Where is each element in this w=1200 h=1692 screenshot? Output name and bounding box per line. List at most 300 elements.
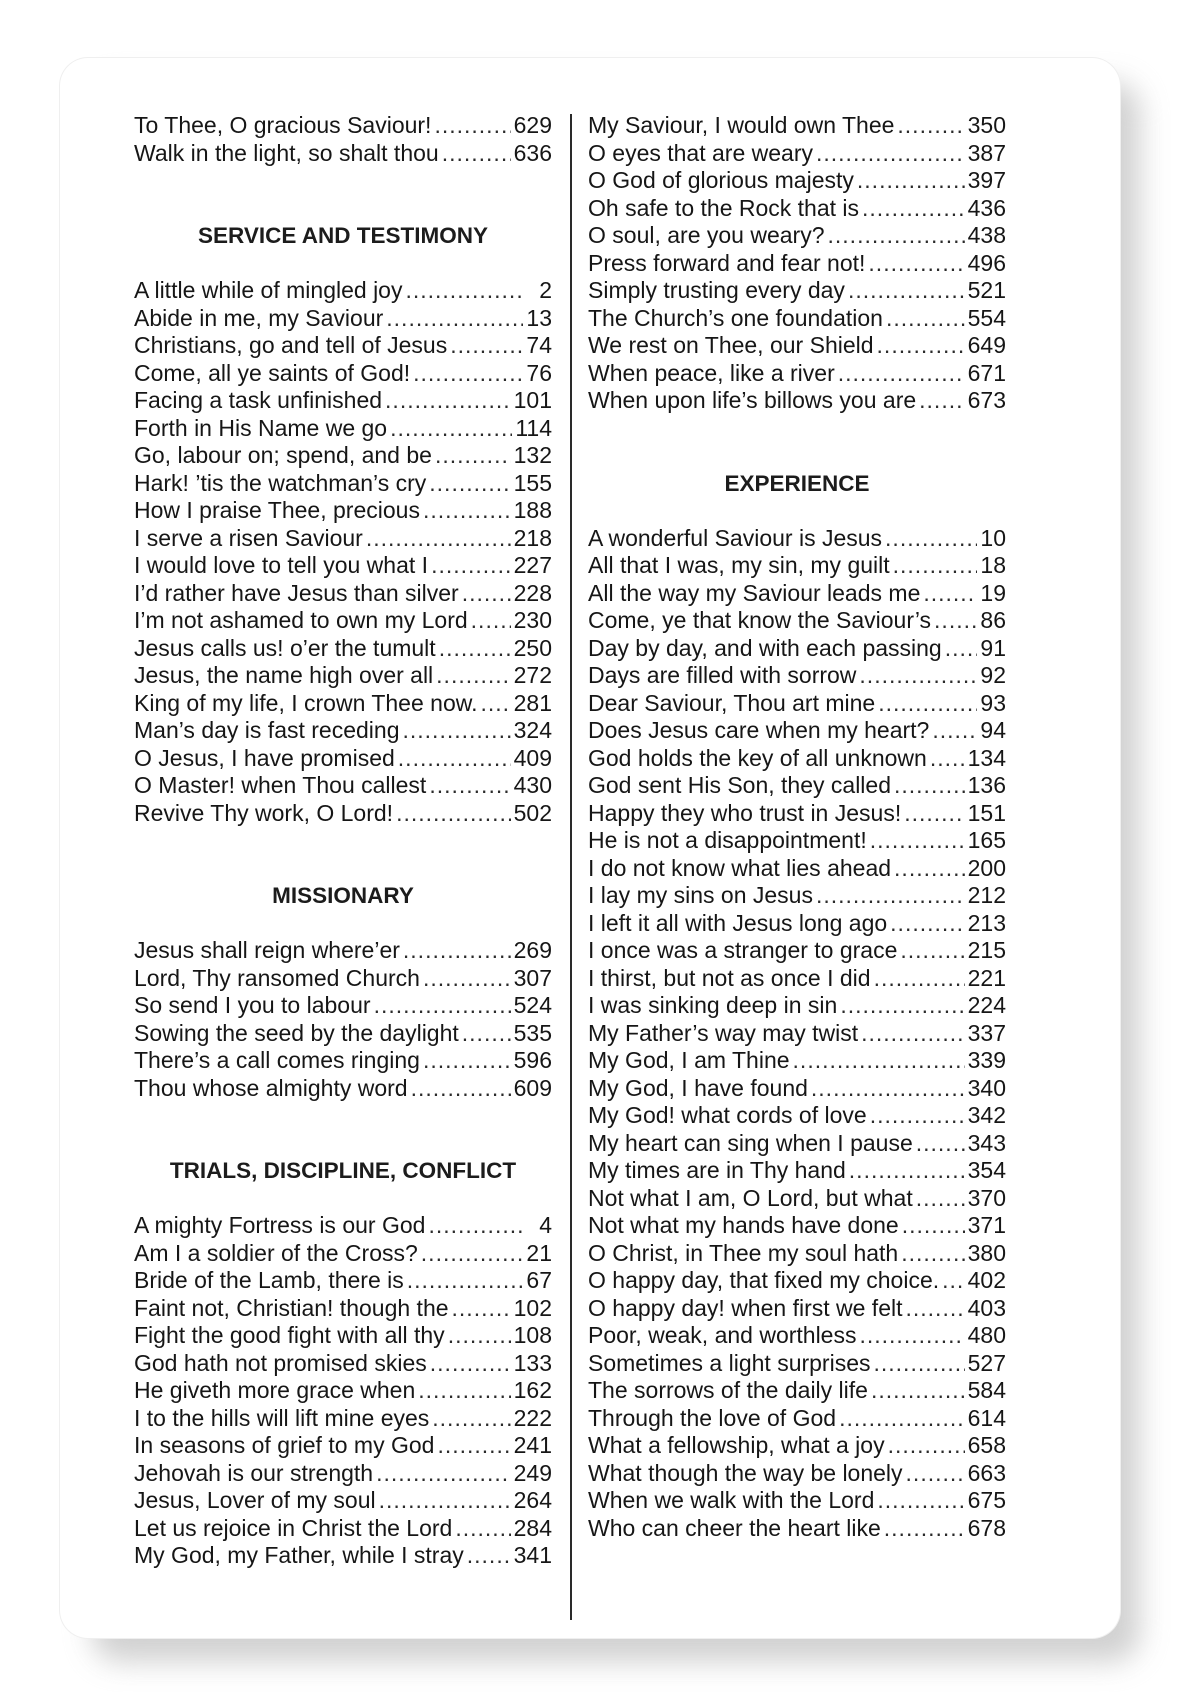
dot-leader <box>932 717 977 745</box>
hymn-number: 339 <box>967 1047 1006 1073</box>
hymn-number: 284 <box>513 1514 552 1541</box>
hymn-entry <box>588 305 1006 333</box>
hymn-entry <box>588 992 1006 1020</box>
dot-leader <box>906 1295 965 1323</box>
hymn-entry <box>588 1377 1006 1405</box>
hymn-title: O Jesus, I have promised <box>134 744 395 771</box>
hymn-title: I’m not ashamed to own my Lord <box>134 607 468 633</box>
hymn-entry <box>134 305 552 333</box>
hymn-number: 554 <box>967 304 1006 331</box>
hymn-title: I’d rather have Jesus than silver <box>134 579 459 606</box>
hymn-title: Fight the good fight with all thy <box>134 1322 445 1348</box>
hymn-entry <box>134 717 552 745</box>
hymn-entry <box>134 1267 552 1295</box>
hymn-title: When we walk with the Lord <box>588 1487 875 1513</box>
dot-leader <box>431 552 511 580</box>
dot-leader <box>471 607 511 635</box>
hymn-title: Press forward and fear not! <box>588 249 866 276</box>
hymn-entry <box>588 222 1006 250</box>
hymn-title: O soul, are you weary? <box>588 222 825 248</box>
hymn-entry <box>588 772 1006 800</box>
hymn-entry <box>588 1157 1006 1185</box>
hymn-entry <box>588 1515 1006 1543</box>
dot-leader <box>432 1405 510 1433</box>
hymn-number: 222 <box>513 1404 552 1431</box>
dot-leader <box>877 332 965 360</box>
hymn-entry <box>134 1377 552 1405</box>
hymn-number: 2 <box>539 277 552 303</box>
hymn-title: God holds the key of all unknown <box>588 744 927 771</box>
dot-leader <box>893 552 978 580</box>
hymn-title: I was sinking deep in sin <box>588 992 838 1018</box>
hymn-title: When peace, like a river <box>588 359 835 386</box>
hymn-title: My God! what cords of love <box>588 1102 867 1128</box>
hymn-entry <box>134 140 552 168</box>
dot-leader <box>430 1350 511 1378</box>
hymn-number: 13 <box>526 304 552 331</box>
hymn-title: O Master! when Thou callest <box>134 772 427 798</box>
hymn-entry <box>134 1212 552 1240</box>
hymn-title: A mighty Fortress is our God <box>134 1212 426 1238</box>
dot-leader <box>452 1295 511 1323</box>
hymn-title: Forth in His Name we go <box>134 414 388 441</box>
dot-leader <box>874 1350 965 1378</box>
hymn-entry <box>588 387 1006 415</box>
hymn-entry <box>134 277 552 305</box>
dot-leader <box>386 305 523 333</box>
hymn-number: 430 <box>513 772 552 798</box>
dot-leader <box>934 607 977 635</box>
dot-leader <box>923 580 977 608</box>
hymn-title: Abide in me, my Saviour <box>134 304 384 331</box>
dot-leader <box>423 1047 511 1075</box>
hymn-title: I would love to tell you what I <box>134 552 429 578</box>
hymn-entry <box>134 1432 552 1460</box>
hymn-number: 133 <box>513 1349 552 1376</box>
hymn-title: Jesus calls us! o’er the tumult <box>134 634 436 661</box>
hymn-title: I do not know what lies ahead <box>588 854 892 881</box>
hymn-entry <box>134 1350 552 1378</box>
hymn-title: How I praise Thee, precious <box>134 497 420 523</box>
hymn-title: Dear Saviour, Thou art mine <box>588 689 876 716</box>
hymn-number: 188 <box>513 497 552 523</box>
hymn-entry <box>134 965 552 993</box>
hymn-number: 269 <box>513 937 552 963</box>
hymn-title: Faint not, Christian! though the <box>134 1294 449 1321</box>
section-heading: MISSIONARY <box>272 883 414 908</box>
hymn-number: 658 <box>967 1432 1006 1458</box>
hymn-entry <box>134 1075 552 1103</box>
hymn-title: Let us rejoice in Christ the Lord <box>134 1514 453 1541</box>
hymn-number: 678 <box>967 1514 1006 1541</box>
dot-leader <box>874 965 965 993</box>
hymn-entry <box>588 827 1006 855</box>
hymn-entry <box>588 1185 1006 1213</box>
hymn-entry <box>588 277 1006 305</box>
hymn-title: O happy day! when first we felt <box>588 1294 903 1321</box>
hymn-title: He is not a disappointment! <box>588 827 867 853</box>
hymn-number: 151 <box>967 799 1006 826</box>
hymn-number: 281 <box>513 689 552 716</box>
hymn-number: 614 <box>967 1404 1006 1431</box>
hymn-entry <box>134 662 552 690</box>
hymn-number: 402 <box>967 1267 1006 1293</box>
hymn-number: 101 <box>513 387 552 413</box>
hymn-number: 521 <box>967 277 1006 303</box>
hymn-entry <box>588 1212 1006 1240</box>
hymn-title: Through the love of God <box>588 1404 837 1431</box>
hymn-number: 535 <box>513 1019 552 1046</box>
hymn-entry <box>588 717 1006 745</box>
hymn-title: Man’s day is fast receding <box>134 717 400 743</box>
hymn-entry <box>588 112 1006 140</box>
hymn-number: 636 <box>513 139 552 166</box>
hymn-title: Oh safe to the Rock that is <box>588 194 860 221</box>
dot-leader <box>434 112 510 140</box>
hymn-entry <box>588 1405 1006 1433</box>
hymn-title: So send I you to labour <box>134 992 371 1018</box>
hymn-entry <box>588 140 1006 168</box>
hymn-number: 609 <box>513 1074 552 1101</box>
hymn-title: Am I a soldier of the Cross? <box>134 1239 418 1266</box>
column-divider <box>570 114 572 1620</box>
section-heading: EXPERIENCE <box>724 470 870 496</box>
dot-leader <box>413 360 523 388</box>
hymn-title: Facing a task unfinished <box>134 387 383 413</box>
hymn-title: Happy they who trust in Jesus! <box>588 799 902 826</box>
dot-leader <box>868 250 964 278</box>
dot-leader <box>906 1460 965 1488</box>
hymn-entry <box>134 470 552 498</box>
hymn-number: 342 <box>967 1102 1006 1128</box>
hymn-title: My Father’s way may twist <box>588 1019 859 1046</box>
hymn-number: 249 <box>513 1459 552 1486</box>
hymn-entry <box>588 580 1006 608</box>
hymn-number: 134 <box>967 744 1006 771</box>
hymn-entry <box>588 552 1006 580</box>
dot-leader <box>930 745 965 773</box>
hymn-title: God hath not promised skies <box>134 1349 427 1376</box>
hymn-entry <box>134 690 552 718</box>
hymn-entry <box>134 1405 552 1433</box>
dot-leader <box>390 415 512 443</box>
hymn-number: 136 <box>967 772 1006 798</box>
hymn-title: My heart can sing when I pause <box>588 1129 913 1156</box>
hymn-number: 227 <box>513 552 552 578</box>
hymn-entry <box>134 1460 552 1488</box>
dot-leader <box>448 1322 511 1350</box>
hymn-number: 19 <box>980 579 1006 606</box>
dot-leader <box>857 167 965 195</box>
hymn-title: Lord, Thy ransomed Church <box>134 964 420 991</box>
hymn-number: 354 <box>967 1157 1006 1183</box>
hymn-entry <box>588 1047 1006 1075</box>
hymn-entry <box>134 415 552 443</box>
dot-leader <box>366 525 511 553</box>
hymn-entry <box>134 1542 552 1570</box>
dot-leader <box>900 937 964 965</box>
hymn-number: 350 <box>967 112 1006 138</box>
hymn-title: There’s a call comes ringing <box>134 1047 420 1073</box>
dot-leader <box>870 1102 965 1130</box>
hymn-title: I serve a risen Saviour <box>134 524 363 551</box>
hymn-title: Does Jesus care when my heart? <box>588 717 930 743</box>
dot-leader <box>942 1267 964 1295</box>
hymn-entry <box>134 1020 552 1048</box>
dot-leader <box>421 1240 524 1268</box>
dot-leader <box>816 882 965 910</box>
dot-leader <box>945 635 978 663</box>
hymn-title: O God of glorious majesty <box>588 167 854 193</box>
dot-leader <box>428 1212 525 1240</box>
hymn-number: 74 <box>526 332 552 358</box>
index-page <box>60 58 1120 1638</box>
dot-leader <box>429 772 510 800</box>
dot-leader <box>859 662 977 690</box>
hymn-number: 18 <box>980 552 1006 578</box>
hymn-number: 21 <box>526 1239 552 1266</box>
hymn-title: The Church’s one foundation <box>588 304 883 331</box>
dot-leader <box>916 1185 965 1213</box>
hymn-number: 496 <box>967 249 1006 276</box>
dot-leader <box>859 1322 964 1350</box>
hymn-title: O eyes that are weary <box>588 139 813 166</box>
hymn-number: 221 <box>967 964 1006 991</box>
dot-leader <box>467 1542 511 1570</box>
hymn-title: I once was a stranger to grace <box>588 937 898 963</box>
dot-leader <box>436 662 510 690</box>
hymn-title: Come, all ye saints of God! <box>134 359 411 386</box>
hymn-number: 264 <box>513 1487 552 1513</box>
hymn-number: 91 <box>980 634 1006 661</box>
hymn-number: 370 <box>967 1184 1006 1211</box>
hymn-title: Hark! ’tis the watchman’s cry <box>134 469 427 496</box>
hymn-number: 371 <box>967 1212 1006 1238</box>
dot-leader <box>840 992 964 1020</box>
dot-leader <box>877 1487 964 1515</box>
hymn-number: 663 <box>967 1459 1006 1486</box>
hymn-title: O Christ, in Thee my soul hath <box>588 1239 899 1266</box>
hymn-title: Not what I am, O Lord, but what <box>588 1184 913 1211</box>
right-column <box>588 112 1006 1542</box>
hymn-entry <box>134 580 552 608</box>
hymn-title: A little while of mingled joy <box>134 277 403 303</box>
hymn-title: Sowing the seed by the daylight <box>134 1019 459 1046</box>
dot-leader <box>871 1377 965 1405</box>
hymn-number: 102 <box>513 1294 552 1321</box>
dot-leader <box>403 717 511 745</box>
hymn-entry <box>134 387 552 415</box>
hymn-number: 76 <box>526 359 552 386</box>
hymn-title: My Saviour, I would own Thee <box>588 112 895 138</box>
dot-leader <box>828 222 965 250</box>
dot-leader <box>407 1267 524 1295</box>
hymn-title: Come, ye that know the Saviour’s <box>588 607 932 633</box>
dot-leader <box>839 1405 965 1433</box>
hymn-title: We rest on Thee, our Shield <box>588 332 874 358</box>
dot-leader <box>894 855 965 883</box>
hymn-title: When upon life’s billows you are <box>588 387 917 413</box>
hymn-number: 10 <box>980 524 1006 551</box>
hymn-number: 341 <box>513 1542 552 1568</box>
hymn-title: Jesus shall reign where’er <box>134 937 400 963</box>
hymn-entry <box>588 1130 1006 1158</box>
hymn-title: He giveth more grace when <box>134 1377 416 1403</box>
dot-leader <box>888 1432 965 1460</box>
dot-leader <box>901 1240 964 1268</box>
hymn-title: O happy day, that fixed my choice. <box>588 1267 940 1293</box>
hymn-entry <box>134 1240 552 1268</box>
hymn-entry <box>588 965 1006 993</box>
hymn-number: 155 <box>513 469 552 496</box>
hymn-entry <box>588 1350 1006 1378</box>
hymn-title: What a fellowship, what a joy <box>588 1432 885 1458</box>
hymn-entry <box>134 937 552 965</box>
hymn-entry <box>134 1295 552 1323</box>
dot-leader <box>455 1515 510 1543</box>
hymn-title: A wonderful Saviour is Jesus <box>588 524 883 551</box>
hymn-title: Simply trusting every day <box>588 277 845 303</box>
hymn-number: 272 <box>513 662 552 688</box>
dot-leader <box>418 1377 510 1405</box>
hymn-entry <box>588 1020 1006 1048</box>
hymn-entry <box>588 855 1006 883</box>
hymn-entry <box>588 1460 1006 1488</box>
dot-leader <box>904 800 964 828</box>
hymn-entry <box>588 525 1006 553</box>
hymn-number: 93 <box>980 689 1006 716</box>
hymn-entry <box>588 745 1006 773</box>
dot-leader <box>897 112 964 140</box>
hymn-entry <box>134 1047 552 1075</box>
hymn-number: 307 <box>513 964 552 991</box>
hymn-number: 228 <box>513 579 552 606</box>
hymn-title: Go, labour on; spend, and be <box>134 442 432 468</box>
hymn-title: Not what my hands have done <box>588 1212 899 1238</box>
dot-leader <box>398 745 511 773</box>
hymn-number: 218 <box>513 524 552 551</box>
hymn-number: 162 <box>513 1377 552 1403</box>
hymn-entry <box>588 1322 1006 1350</box>
hymn-entry <box>588 1432 1006 1460</box>
hymn-title: In seasons of grief to my God <box>134 1432 435 1458</box>
hymn-title: God sent His Son, they called <box>588 772 891 798</box>
hymn-entry <box>588 360 1006 388</box>
dot-leader <box>862 195 965 223</box>
hymn-number: 241 <box>513 1432 552 1458</box>
hymn-entry <box>134 745 552 773</box>
hymn-entry <box>134 552 552 580</box>
hymn-entry <box>588 635 1006 663</box>
hymn-number: 436 <box>967 194 1006 221</box>
dot-leader <box>374 992 511 1020</box>
dot-leader <box>878 690 977 718</box>
dot-leader <box>848 277 965 305</box>
hymn-entry <box>588 332 1006 360</box>
dot-leader <box>429 470 510 498</box>
dot-leader <box>435 442 511 470</box>
hymn-entry <box>134 332 552 360</box>
hymn-number: 94 <box>980 717 1006 743</box>
hymn-title: Days are filled with sorrow <box>588 662 857 688</box>
hymn-number: 92 <box>980 662 1006 688</box>
hymn-number: 200 <box>967 854 1006 881</box>
dot-leader <box>462 1020 511 1048</box>
hymn-entry <box>588 1102 1006 1130</box>
dot-leader <box>884 1515 965 1543</box>
hymn-title: All that I was, my sin, my guilt <box>588 552 890 578</box>
hymn-entry <box>134 772 552 800</box>
hymn-number: 409 <box>513 744 552 771</box>
hymn-entry <box>588 1075 1006 1103</box>
hymn-entry <box>134 1487 552 1515</box>
hymn-number: 67 <box>526 1267 552 1293</box>
dot-leader <box>870 827 965 855</box>
hymn-title: Bride of the Lamb, there is <box>134 1267 404 1293</box>
hymn-title: I thirst, but not as once I did <box>588 964 871 991</box>
hymn-title: Jehovah is our strength <box>134 1459 374 1486</box>
dot-leader <box>439 635 511 663</box>
hymn-title: Christians, go and tell of Jesus <box>134 332 448 358</box>
dot-leader <box>423 497 511 525</box>
left-column <box>134 112 552 1570</box>
hymn-number: 340 <box>967 1074 1006 1101</box>
hymn-number: 224 <box>967 992 1006 1018</box>
hymn-entry <box>588 1295 1006 1323</box>
dot-leader <box>437 1432 510 1460</box>
hymn-entry <box>134 800 552 828</box>
hymn-number: 502 <box>513 799 552 826</box>
dot-leader <box>902 1212 965 1240</box>
hymn-entry <box>588 1487 1006 1515</box>
hymn-title: All the way my Saviour leads me <box>588 579 921 606</box>
hymn-title: Day by day, and with each passing <box>588 634 942 661</box>
hymn-number: 403 <box>967 1294 1006 1321</box>
hymn-title: My God, my Father, while I stray <box>134 1542 464 1568</box>
hymn-entry <box>588 250 1006 278</box>
hymn-entry <box>134 635 552 663</box>
hymn-title: King of my life, I crown Thee now. <box>134 689 478 716</box>
dot-leader <box>442 140 511 168</box>
hymn-number: 438 <box>967 222 1006 248</box>
hymn-entry <box>588 1240 1006 1268</box>
hymn-number: 230 <box>513 607 552 633</box>
hymn-number: 324 <box>513 717 552 743</box>
section-heading: TRIALS, DISCIPLINE, CONFLICT <box>169 1158 517 1183</box>
dot-leader <box>811 1075 965 1103</box>
dot-leader <box>379 1487 511 1515</box>
hymn-title: Jesus, the name high over all <box>134 662 434 688</box>
hymn-entry <box>134 497 552 525</box>
hymn-number: 108 <box>513 1322 552 1348</box>
dot-leader <box>838 360 965 388</box>
dot-leader <box>919 387 964 415</box>
hymn-entry <box>588 800 1006 828</box>
dot-leader <box>793 1047 965 1075</box>
hymn-number: 380 <box>967 1239 1006 1266</box>
hymn-number: 215 <box>967 937 1006 963</box>
dot-leader <box>480 690 510 718</box>
hymn-entry <box>134 607 552 635</box>
hymn-title: Thou whose almighty word <box>134 1074 408 1101</box>
hymn-number: 4 <box>539 1212 552 1238</box>
hymn-title: My God, I am Thine <box>588 1047 790 1073</box>
section-heading: SERVICE AND TESTIMONY <box>197 223 489 248</box>
hymn-title: My God, I have found <box>588 1074 808 1101</box>
dot-leader <box>849 1157 965 1185</box>
hymn-entry <box>134 992 552 1020</box>
dot-leader <box>411 1075 511 1103</box>
